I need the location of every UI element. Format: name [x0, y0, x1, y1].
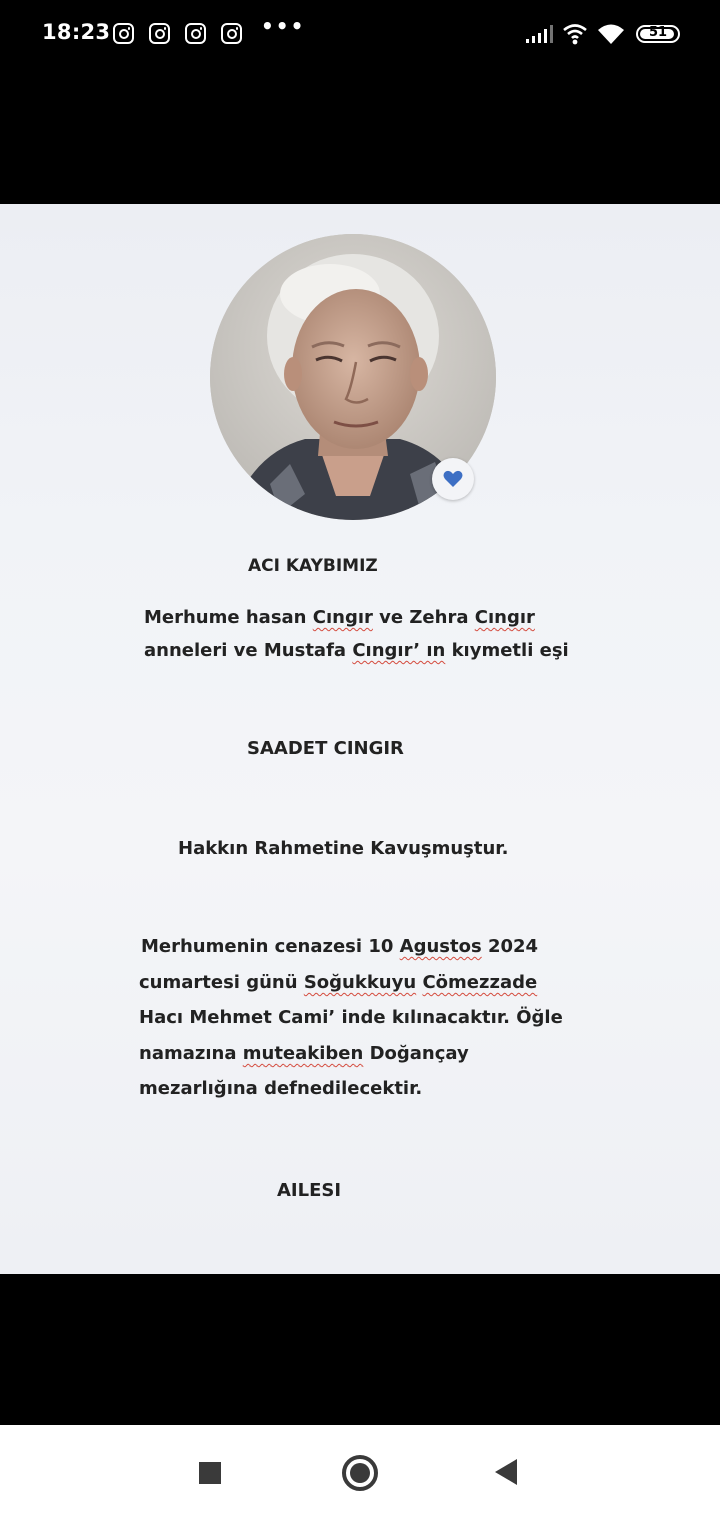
text-part: anneleri ve Mustafa [144, 640, 353, 661]
battery-level: 51 [648, 25, 668, 40]
wifi-icon [597, 22, 625, 46]
battery-icon [636, 25, 680, 43]
notice-heading: ACI KAYBIMIZ [248, 556, 378, 576]
heart-icon [443, 470, 463, 488]
text-part: Merhumenin cenazesi 10 [141, 936, 400, 957]
home-button[interactable] [342, 1455, 378, 1491]
back-button[interactable] [495, 1459, 517, 1485]
text-part: ve Zehra [372, 607, 475, 628]
signal-icon [525, 24, 553, 44]
instagram-icon [185, 23, 206, 44]
text-part: muteakiben [242, 1043, 364, 1064]
signature-text: AILESI [277, 1180, 342, 1201]
text-part: kıymetli eşi [445, 640, 569, 661]
text-part: Merhume hasan [144, 607, 313, 628]
heart-reaction-badge [432, 458, 474, 500]
text-part: Cıngır’ ın [352, 640, 446, 661]
text-part: Cıngır [474, 607, 535, 628]
text-part: namazına [139, 1043, 243, 1064]
text-part: Agustos [399, 936, 482, 957]
text-part: Cıngır [312, 607, 373, 628]
instagram-icon [149, 23, 170, 44]
wifi-icon [562, 22, 588, 46]
text-part: Doğançay [363, 1043, 469, 1064]
deceased-name: SAADET CINGIR [247, 738, 404, 759]
text-part: Soğukkuyu [303, 972, 417, 993]
funeral-line-3: Hacı Mehmet Cami’ inde kılınacaktır. Öğle [139, 1007, 563, 1028]
navigation-bar [0, 1425, 720, 1520]
instagram-icon [113, 23, 134, 44]
status-bar [0, 0, 720, 70]
more-notifications-icon: ••• [261, 14, 306, 38]
announcement-text: Hakkın Rahmetine Kavuşmuştur. [178, 838, 509, 859]
funeral-line-5: mezarlığına defnedilecektir. [139, 1078, 423, 1099]
obituary-notice-photo [0, 204, 720, 1274]
instagram-icon [221, 23, 242, 44]
notice-intro-line-1 [144, 607, 535, 628]
recents-button[interactable] [199, 1462, 221, 1484]
text-part: 2024 [481, 936, 539, 957]
funeral-line-2 [139, 972, 537, 993]
status-time: 18:23 [42, 20, 111, 44]
text-part: cumartesi günü [139, 972, 304, 993]
text-part: Cömezzade [422, 972, 538, 993]
notice-intro-line-2 [144, 640, 569, 661]
funeral-line-4 [139, 1043, 469, 1064]
funeral-line-1 [141, 936, 538, 957]
